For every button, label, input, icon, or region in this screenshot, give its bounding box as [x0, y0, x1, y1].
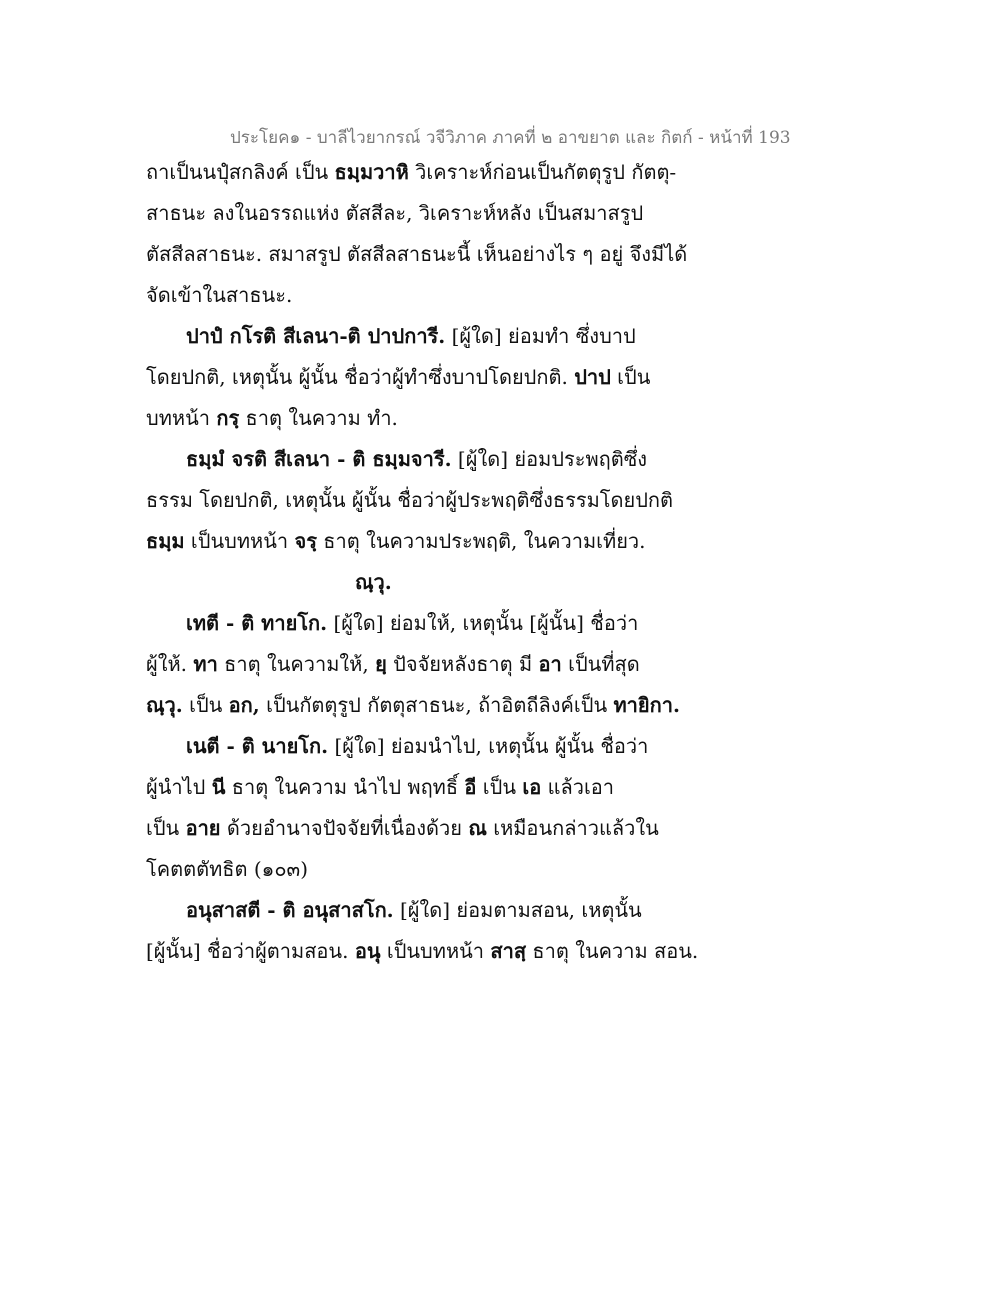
text-line — [146, 527, 646, 555]
bold-term: กรฺ — [216, 406, 240, 430]
bold-term: ธมฺมวาหิ — [334, 160, 409, 184]
bold-term: ยฺ — [375, 652, 387, 676]
text-segment: เป็น — [182, 693, 229, 717]
text-segment: ด้วยอำนาจปัจจัยที่เนื่องด้วย — [220, 816, 469, 840]
text-segment: ธาตุ ในความให้, — [217, 652, 376, 676]
text-segment: จัดเข้าในสาธนะ. — [146, 283, 293, 307]
text-segment: [ผู้ใด] ย่อมนำไป, เหตุนั้น ผู้นั้น ชื่อว่า — [328, 734, 649, 758]
text-segment: เป็นบทหน้า — [380, 939, 491, 963]
text-line — [146, 773, 614, 801]
bold-term: ปาปํ กโรติ สีเลนา-ติ ปาปการี. — [186, 324, 446, 348]
bold-term: เนตี - ติ นายโก. — [186, 734, 329, 758]
text-segment: เป็น — [476, 775, 523, 799]
text-segment: ธาตุ ในความประพฤติ, ในความเที่ยว. — [316, 529, 646, 553]
page-header: ประโยค๑ - บาลีไวยากรณ์ วจีวิภาค ภาคที่ ๒ อาขยาต และ กิตก์ - หน้าที่ 193 — [230, 128, 791, 148]
bold-term: ณฺวุ. — [355, 570, 392, 594]
text-line — [146, 158, 676, 186]
text-line — [186, 732, 648, 760]
text-line — [186, 322, 636, 350]
bold-term: ณ — [468, 816, 487, 840]
text-line — [146, 240, 687, 268]
bold-term: อาย — [185, 816, 221, 840]
bold-term: ธมฺม — [146, 529, 185, 553]
bold-term: อี — [464, 775, 477, 799]
text-segment: เป็น — [146, 816, 186, 840]
text-segment: [ผู้นั้น] ชื่อว่าผู้ตามสอน. — [146, 939, 355, 963]
text-line — [146, 404, 398, 432]
text-segment: ผู้นำไป — [146, 775, 212, 799]
text-line — [146, 855, 308, 883]
text-segment: [ผู้ใด] ย่อมให้, เหตุนั้น [ผู้นั้น] ชื่อว่า — [327, 611, 639, 635]
text-line — [186, 896, 642, 924]
text-line — [146, 650, 640, 678]
text-segment: ตัสสีลสาธนะ. สมาสรูป ตัสสีลสาธนะนี้ เห็นอย่างไร ๆ อยู่ จึงมีได้ — [146, 242, 688, 266]
text-segment: เป็นที่สุด — [561, 652, 640, 676]
text-segment: สาธนะ ลงในอรรถแห่ง ตัสสีละ, วิเคราะห์หลัง เป็นสมาสรูป — [146, 201, 644, 225]
bold-term: เอ — [522, 775, 542, 799]
bold-term: ปาป — [574, 365, 611, 389]
text-segment: [ผู้ใด] ย่อมทำ ซึ่งบาป — [445, 324, 636, 348]
text-segment: เป็นบทหน้า — [184, 529, 295, 553]
text-segment: วิเคราะห์ก่อนเป็นกัตตุรูป กัตตุ- — [408, 160, 677, 184]
text-line — [146, 486, 673, 514]
text-line — [146, 937, 698, 965]
bold-term: จรฺ — [294, 529, 317, 553]
bold-term: เทตี - ติ ทายโก. — [186, 611, 328, 635]
section-heading — [355, 568, 392, 596]
text-segment: บทหน้า — [146, 406, 217, 430]
text-line — [146, 814, 659, 842]
bold-term: อนุสาสตี - ติ อนุสาสโก. — [186, 898, 394, 922]
bold-term: นี — [211, 775, 226, 799]
text-line — [186, 445, 647, 473]
bold-term: อก, — [228, 693, 260, 717]
text-segment: ธาตุ ในความ นำไป พฤทธิ์ — [225, 775, 465, 799]
text-segment: โคตตตัทธิต (๑๐๓) — [146, 857, 309, 881]
bold-term: ทา — [193, 652, 218, 676]
text-line — [146, 691, 680, 719]
text-segment: ถาเป็นนปุํสกลิงค์ เป็น — [146, 160, 335, 184]
text-line — [146, 281, 292, 309]
text-segment: แล้วเอา — [541, 775, 615, 799]
text-segment: [ผู้ใด] ย่อมตามสอน, เหตุนั้น — [393, 898, 642, 922]
text-segment: เป็น — [610, 365, 651, 389]
text-segment: ผู้ให้. — [146, 652, 194, 676]
text-line — [146, 363, 650, 391]
bold-term: ณฺวุ. — [146, 693, 183, 717]
text-line — [146, 199, 643, 227]
bold-term: ทายิกา. — [613, 693, 680, 717]
text-segment: ธาตุ ในความ ทำ. — [239, 406, 398, 430]
text-segment: [ผู้ใด] ย่อมประพฤติซึ่ง — [451, 447, 648, 471]
bold-term: ธมฺมํ จรติ สีเลนา - ติ ธมฺมจารี. — [186, 447, 452, 471]
text-line — [186, 609, 638, 637]
text-segment: เหมือนกล่าวแล้วใน — [486, 816, 659, 840]
bold-term: อนุ — [354, 939, 381, 963]
text-segment: โดยปกติ, เหตุนั้น ผู้นั้น ชื่อว่าผู้ทำซึ่งบาปโดยปกติ. — [146, 365, 575, 389]
text-segment: ปัจจัยหลังธาตุ มี — [386, 652, 539, 676]
text-segment: ธาตุ ในความ สอน. — [526, 939, 699, 963]
text-segment: ธรรม โดยปกติ, เหตุนั้น ผู้นั้น ชื่อว่าผู้ประพฤติซึ่งธรรมโดยปกติ — [146, 488, 674, 512]
bold-term: สาสฺ — [490, 939, 527, 963]
text-segment: เป็นกัตตุรูป กัตตุสาธนะ, ถ้าอิตถีลิงค์เป็น — [259, 693, 614, 717]
bold-term: อา — [538, 652, 562, 676]
